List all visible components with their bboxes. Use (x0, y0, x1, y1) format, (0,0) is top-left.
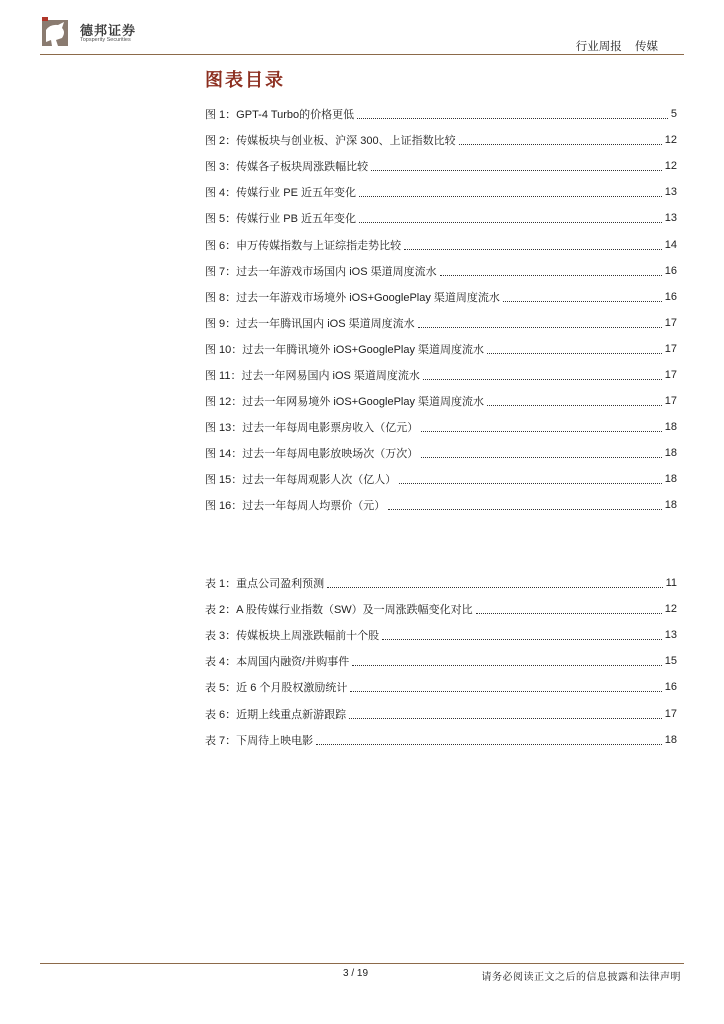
figure-entry-page: 13 (664, 186, 677, 199)
figure-entry-label: 图 4：传媒行业 PE 近五年变化 (205, 187, 356, 200)
figure-entry[interactable] (205, 414, 677, 440)
figure-entry-label: 图 2：传媒板块与创业板、沪深 300、上证指数比较 (205, 135, 456, 148)
dot-leader (487, 404, 662, 406)
dot-leader (352, 664, 662, 666)
dot-leader (459, 143, 662, 145)
figure-entry-label: 图 7：过去一年游戏市场国内 iOS 渠道周度流水 (205, 265, 437, 278)
figure-entry-page: 17 (664, 368, 677, 381)
dot-leader (487, 352, 662, 354)
table-entry-label: 表 1：重点公司盈利预测 (205, 578, 325, 591)
dot-leader (350, 690, 661, 692)
figure-entry[interactable] (205, 440, 677, 466)
figure-entry[interactable] (205, 127, 677, 153)
figure-entry[interactable] (205, 388, 677, 414)
table-entry-page: 15 (664, 655, 677, 668)
figure-entry-page: 16 (664, 290, 677, 303)
report-type: 行业周报 (575, 41, 622, 53)
figure-entry-label: 图 3：传媒各子板块周涨跌幅比较 (205, 161, 369, 174)
dot-leader (388, 508, 661, 510)
figure-entry-page: 17 (664, 342, 677, 355)
figure-entry[interactable] (205, 362, 677, 388)
table-entry[interactable] (205, 596, 677, 622)
figure-entry[interactable] (205, 205, 677, 231)
dot-leader (357, 117, 668, 119)
figure-entry-label: 图 6：申万传媒指数与上证综指走势比较 (205, 239, 402, 252)
table-entry-page: 12 (664, 603, 677, 616)
dot-leader (327, 586, 662, 588)
table-entry-page: 11 (665, 577, 677, 590)
footer-divider (40, 963, 684, 964)
dot-leader (404, 248, 662, 250)
header-divider (40, 54, 684, 55)
figure-entry[interactable] (205, 179, 677, 205)
figure-entry-page: 18 (664, 421, 677, 434)
table-list (205, 570, 677, 753)
dot-leader (399, 482, 661, 484)
figure-entry[interactable] (205, 284, 677, 310)
dot-leader (423, 378, 662, 380)
figure-entry-page: 5 (670, 108, 677, 121)
dot-leader (349, 717, 662, 719)
footer-disclaimer: 请务必阅读正文之后的信息披露和法律声明 (481, 972, 681, 983)
dot-leader (440, 274, 662, 276)
table-entry-label: 表 4：本周国内融资/并购事件 (205, 656, 350, 669)
table-entry-page: 17 (664, 707, 677, 720)
figure-entry-label: 图 14：过去一年每周电影放映场次（万次） (205, 448, 419, 461)
figure-entry-label: 图 13：过去一年每周电影票房收入（亿元） (205, 422, 419, 435)
page-title: 图表目录 (205, 70, 285, 90)
figure-entry[interactable] (205, 310, 677, 336)
table-entry-label: 表 6：近期上线重点新游跟踪 (205, 708, 347, 721)
table-entry[interactable] (205, 727, 677, 753)
figure-entry-page: 17 (664, 395, 677, 408)
logo-mark-icon (40, 16, 74, 50)
dot-leader (421, 456, 661, 458)
table-entry-label: 表 3：传媒板块上周涨跌幅前十个股 (205, 630, 380, 643)
table-entry[interactable] (205, 622, 677, 648)
company-logo (40, 16, 160, 50)
figure-entry-page: 12 (664, 134, 677, 147)
figure-entry[interactable] (205, 492, 677, 518)
table-entry-page: 16 (664, 681, 677, 694)
figure-entry-label: 图 8：过去一年游戏市场境外 iOS+GooglePlay 渠道周度流水 (205, 291, 500, 304)
table-entry-page: 18 (664, 733, 677, 746)
page-number: 3 / 19 (343, 968, 369, 979)
dot-leader (421, 430, 661, 432)
table-entry[interactable] (205, 570, 677, 596)
figure-entry-label: 图 1：GPT-4 Turbo的价格更低 (205, 109, 355, 122)
table-entry-label: 表 7：下周待上映电影 (205, 734, 314, 747)
figure-entry[interactable] (205, 466, 677, 492)
figure-entry[interactable] (205, 153, 677, 179)
figure-entry-page: 18 (664, 473, 677, 486)
dot-leader (503, 300, 662, 302)
figure-entry-label: 图 12：过去一年网易境外 iOS+GooglePlay 渠道周度流水 (205, 396, 485, 409)
dot-leader (316, 743, 662, 745)
report-meta (566, 38, 658, 54)
figure-entry-page: 14 (664, 238, 677, 251)
figure-entry[interactable] (205, 258, 677, 284)
figure-entry-page: 16 (664, 264, 677, 277)
dot-leader (476, 612, 662, 614)
table-entry[interactable] (205, 700, 677, 726)
figure-entry-label: 图 11：过去一年网易国内 iOS 渠道周度流水 (205, 369, 420, 382)
dot-leader (371, 169, 662, 171)
dot-leader (359, 221, 662, 223)
table-entry[interactable] (205, 648, 677, 674)
figure-entry-label: 图 5：传媒行业 PB 近五年变化 (205, 213, 356, 226)
table-entry-label: 表 5：近 6 个月股权激励统计 (205, 682, 348, 695)
logo-chinese-name: 德邦证券 (80, 23, 137, 38)
logo-english-name: Topsperity Securities (80, 37, 131, 43)
figure-entry-page: 17 (664, 316, 677, 329)
dot-leader (418, 326, 662, 328)
figure-entry-label: 图 16：过去一年每周人均票价（元） (205, 500, 386, 513)
figure-entry-page: 18 (664, 447, 677, 460)
figure-entry-page: 13 (664, 212, 677, 225)
figure-entry-label: 图 15：过去一年每周观影人次（亿人） (205, 474, 397, 487)
figure-entry-label: 图 9：过去一年腾讯国内 iOS 渠道周度流水 (205, 317, 415, 330)
figure-entry-page: 12 (664, 160, 677, 173)
dot-leader (359, 195, 662, 197)
figure-list (205, 101, 677, 519)
figure-entry-page: 18 (664, 499, 677, 512)
industry-label: 传媒 (635, 41, 658, 53)
figure-entry[interactable] (205, 336, 677, 362)
table-entry-label: 表 2：A 股传媒行业指数（SW）及一周涨跌幅变化对比 (205, 604, 473, 617)
figure-entry[interactable] (205, 231, 677, 257)
dot-leader (382, 638, 662, 640)
figure-entry[interactable] (205, 101, 677, 127)
table-entry[interactable] (205, 674, 677, 700)
table-entry-page: 13 (664, 629, 677, 642)
figure-entry-label: 图 10：过去一年腾讯境外 iOS+GooglePlay 渠道周度流水 (205, 343, 485, 356)
